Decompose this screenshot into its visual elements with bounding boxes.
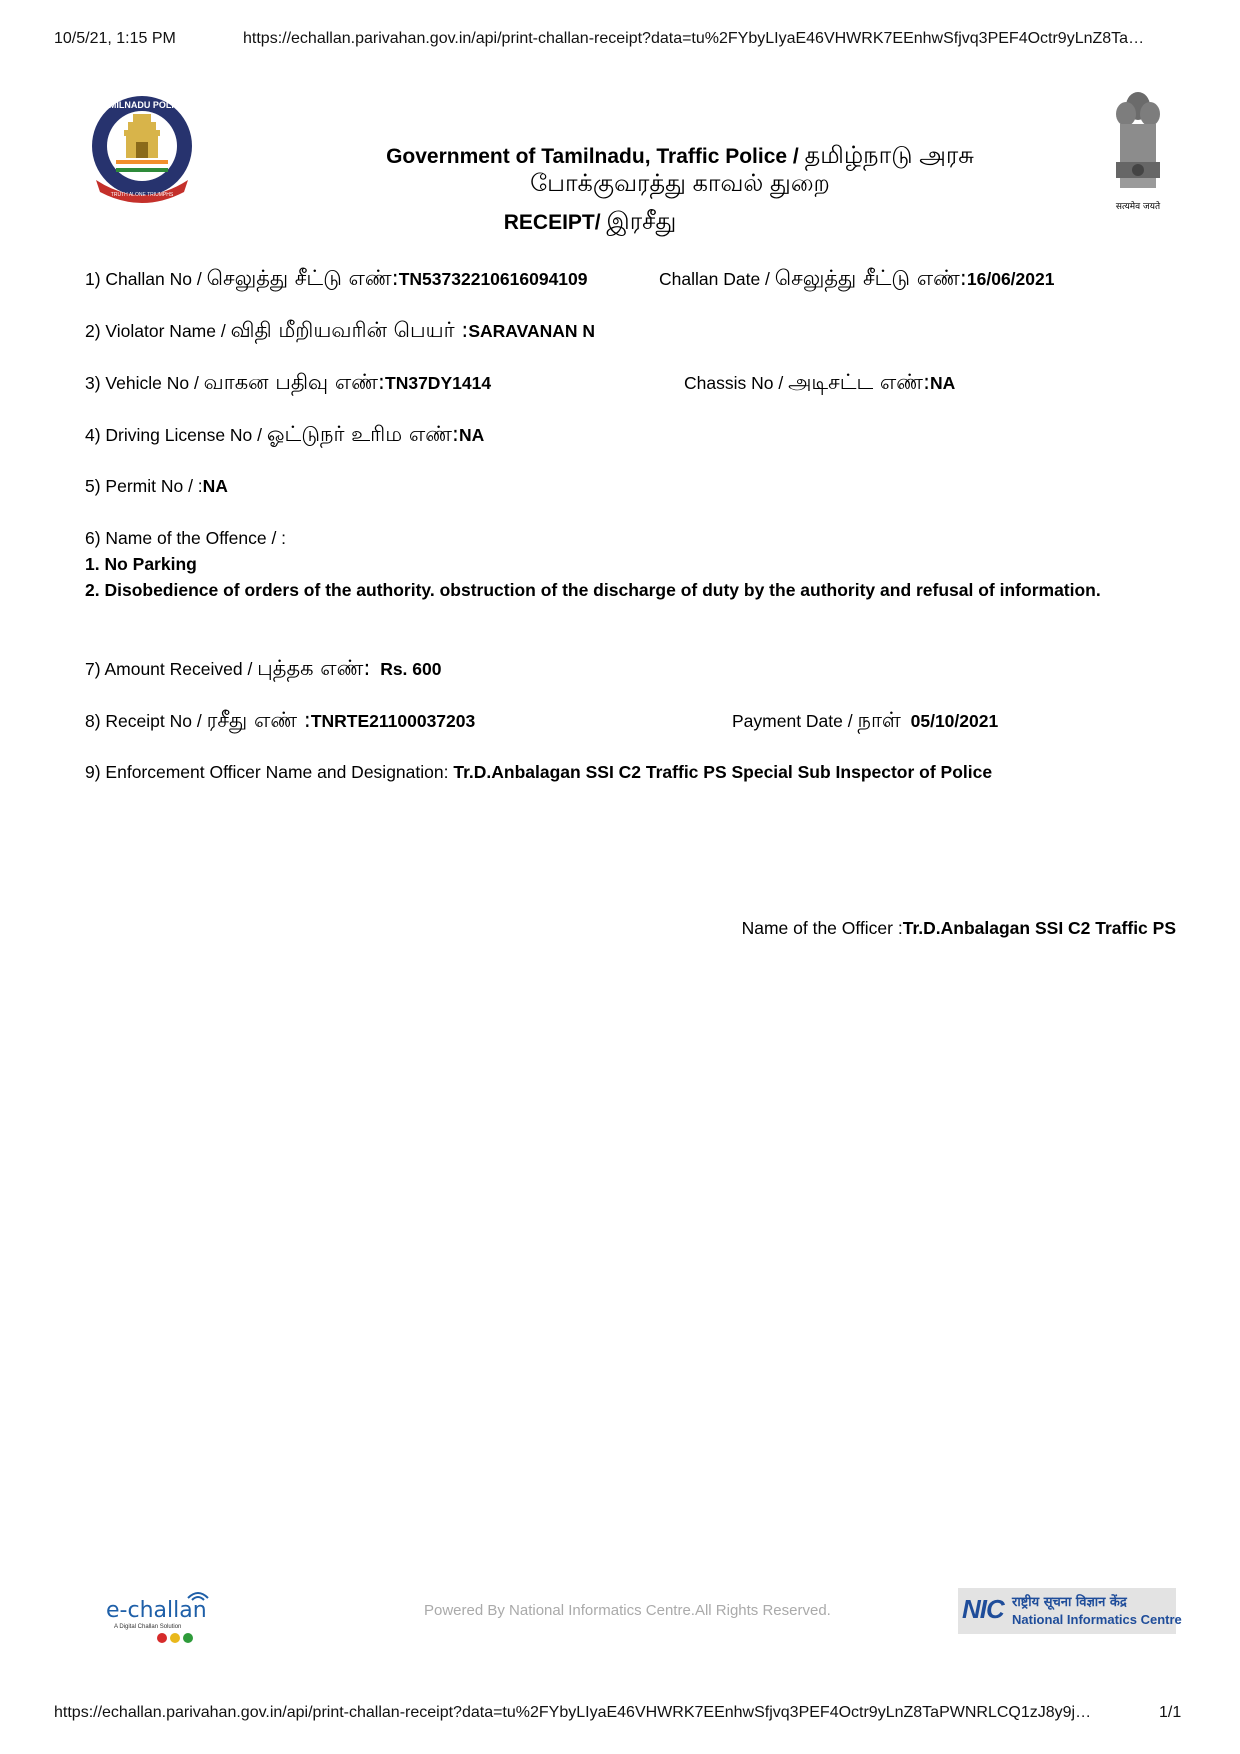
signature-label: Name of the Officer : [741, 918, 903, 938]
payment-date-row [732, 708, 998, 735]
svg-text:TAMILNADU POLICE: TAMILNADU POLICE [97, 100, 187, 110]
offence-item: 1. No Parking [85, 554, 197, 574]
vehicle-label: 3) Vehicle No / [85, 373, 204, 393]
traffic-light-icon [156, 1632, 196, 1644]
challan-no-label-tamil: செலுத்து சீட்டு எண்: [206, 266, 399, 290]
print-url: https://echallan.parivahan.gov.in/api/print-challan-receipt?data=tu%2FYbyLIyaE46VHWRK7EEnhwSfjvq3PEF4Octr9yLnZ8Ta… [243, 30, 1145, 47]
officer-row [85, 762, 992, 783]
officer-value: Tr.D.Anbalagan SSI C2 Traffic PS Special Sub Inspector of Police [453, 762, 993, 782]
amount-label: 7) Amount Received / [85, 659, 258, 679]
challan-no-label: 1) Challan No / [85, 269, 207, 289]
driving-license-label: 4) Driving License No / [85, 425, 267, 445]
vehicle-value: TN37DY1414 [385, 373, 492, 393]
receipt-no-row [85, 708, 475, 735]
violator-label: 2) Violator Name / [85, 321, 231, 341]
payment-date-label-tamil: நாள் [857, 708, 901, 732]
print-datetime: 10/5/21, 1:15 PM [54, 30, 176, 47]
page-number: 1/1 [1159, 1704, 1182, 1721]
driving-license-row [85, 422, 484, 449]
officer-label: 9) Enforcement Officer Name and Designation: [85, 762, 454, 782]
payment-date-value: 05/10/2021 [910, 711, 999, 731]
driving-license-label-tamil: ஓட்டுநர் உரிம எண்: [266, 422, 460, 446]
driving-license-value: NA [459, 425, 485, 445]
title-tamil-1: தமிழ்நாடு அரசு [804, 142, 974, 169]
receipt-heading-english: RECEIPT/ [503, 211, 607, 234]
receipt-no-label: 8) Receipt No / [85, 711, 207, 731]
echallan-tagline: A Digital Challan Solution [114, 1624, 182, 1630]
challan-date-value: 16/06/2021 [966, 269, 1055, 289]
page-subtitle [330, 170, 1030, 200]
nic-logo [958, 1588, 1182, 1634]
amount-value: Rs. 600 [380, 659, 442, 679]
powered-by: Powered By National Informatics Centre.All Rights Reserved. [424, 1602, 831, 1619]
national-emblem [1108, 84, 1168, 212]
chassis-label-tamil: அடிசட்ட எண்: [788, 370, 931, 394]
violator-label-tamil: விதி மீறியவரின் பெயர் : [230, 318, 469, 342]
nic-hindi: राष्ट्रीय सूचना विज्ञान केंद्र [1012, 1595, 1127, 1610]
permit-row [85, 476, 228, 497]
permit-label: 5) Permit No / : [85, 476, 203, 496]
challan-date-row [659, 266, 1054, 293]
print-footer-url: https://echallan.parivahan.gov.in/api/print-challan-receipt?data=tu%2FYbyLIyaE46VHWRK7EEnhwSfjvq3PEF4Octr9yLnZ8TaPWNRLCQ1zJ8y9j… [54, 1704, 1092, 1721]
title-tamil-2: போக்குவரத்து காவல் துறை [530, 170, 830, 197]
vehicle-row [85, 370, 491, 397]
title-english: Government of Tamilnadu, Traffic Police / [386, 145, 805, 168]
chassis-value: NA [930, 373, 956, 393]
echallan-wordmark: e-challan [106, 1598, 207, 1623]
challan-no-value: TN53732210616094109 [398, 269, 588, 289]
page-title [330, 142, 1030, 172]
receipt-no-label-tamil: ரசீது எண் : [206, 708, 311, 732]
amount-row [85, 656, 441, 683]
svg-text:TRUTH ALONE TRIUMPHS: TRUTH ALONE TRIUMPHS [110, 192, 174, 198]
amount-label-tamil: புத்தக எண்: [257, 656, 371, 680]
signature-name: Tr.D.Anbalagan SSI C2 Traffic PS [902, 918, 1176, 938]
challan-date-label-tamil: செலுத்து சீட்டு எண்: [774, 266, 967, 290]
challan-no-row [85, 266, 588, 293]
nic-short: NIC [962, 1594, 1004, 1624]
permit-value: NA [202, 476, 228, 496]
tamilnadu-police-logo [86, 92, 198, 204]
officer-signature [742, 918, 1176, 939]
violator-value: SARAVANAN N [468, 321, 596, 341]
receipt-no-value: TNRTE21100037203 [310, 711, 476, 731]
echallan-logo [106, 1588, 216, 1644]
emblem-motto: सत्यमेव जयते [1115, 202, 1161, 212]
violator-row [85, 318, 595, 345]
chassis-label: Chassis No / [684, 373, 789, 393]
offence-item: 2. Disobedience of orders of the authority. obstruction of the discharge of duty by the authority and refusal of information. [85, 580, 1101, 600]
payment-date-label: Payment Date / [732, 711, 858, 731]
challan-date-label: Challan Date / [659, 269, 775, 289]
receipt-heading-tamil: இரசீது [606, 208, 677, 235]
receipt-heading [330, 208, 850, 238]
chassis-row [684, 370, 955, 397]
nic-english: National Informatics Centre [1012, 1612, 1182, 1627]
vehicle-label-tamil: வாகன பதிவு எண்: [203, 370, 386, 394]
offence-label: 6) Name of the Offence / : [85, 528, 287, 548]
